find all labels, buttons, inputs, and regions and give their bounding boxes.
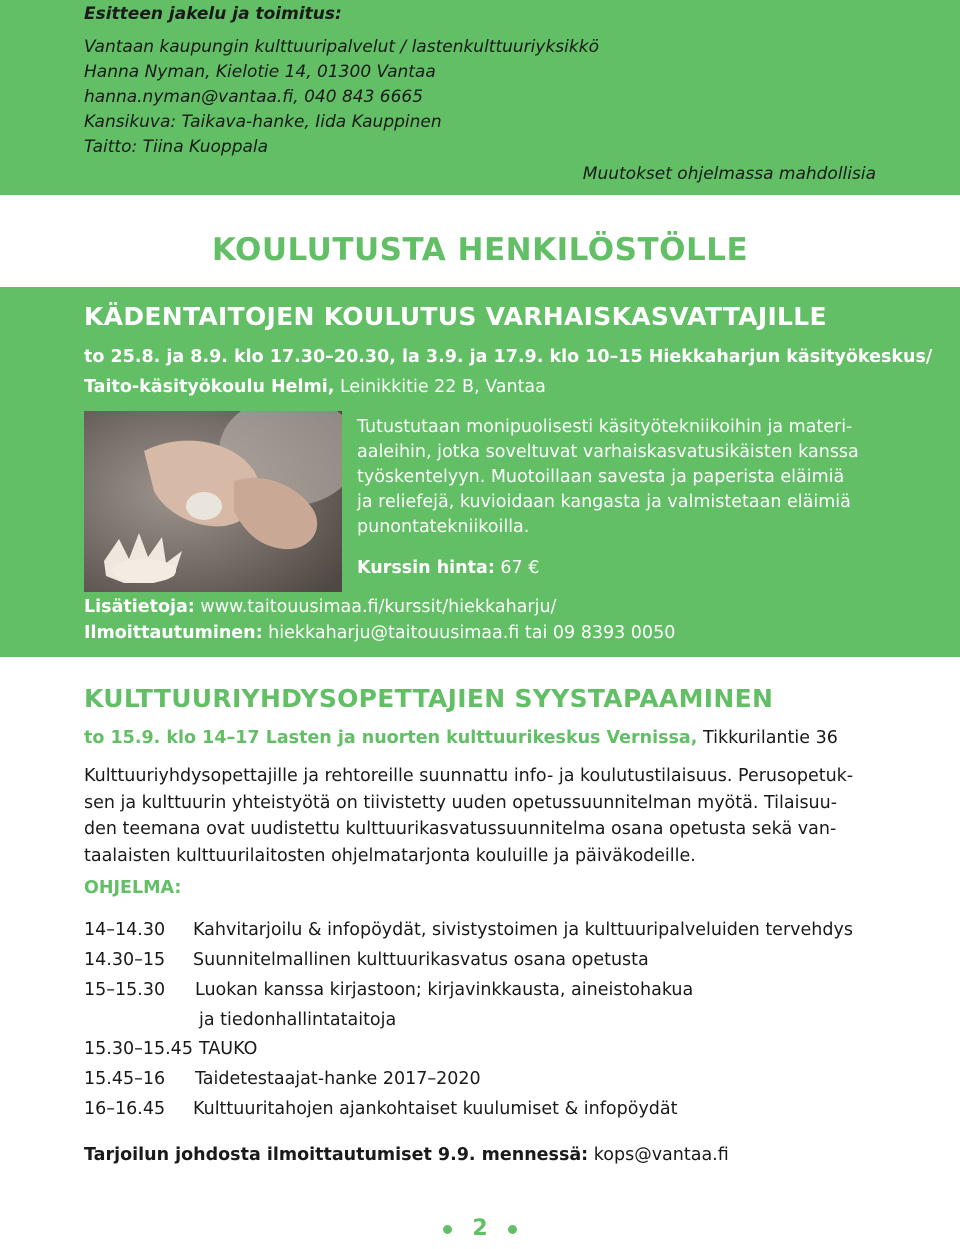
colophon-line: Vantaan kaupungin kulttuuripalvelut / lastenkulttuuriyksikkö: [84, 37, 599, 57]
price-value: 67 €: [494, 558, 540, 578]
bullet-dot-icon: [443, 1225, 452, 1234]
program-time: 14.30–15: [84, 950, 166, 970]
program-item: TAUKO: [199, 1039, 258, 1059]
course-description-line: aaleihin, jotka soveltuvat varhaiskasvatusikäisten kanssa: [357, 442, 859, 462]
program-time: 14–14.30: [84, 920, 166, 940]
meeting-title: KULTTUURIYHDYSOPETTAJIEN SYYSTAPAAMINEN: [84, 684, 774, 713]
signup-label: Ilmoittautuminen:: [84, 623, 263, 643]
signup-info: [84, 623, 675, 643]
course-photo: [84, 411, 342, 592]
page-number: 2: [472, 1216, 488, 1241]
meeting-description-line: sen ja kulttuurin yhteistyötä on tiivistetty uuden opetussuunnitelman myötä. Tilaisuu-: [84, 792, 838, 813]
meeting-description-line: den teemana ovat uudistettu kulttuurikasvatussuunnitelma osana opetusta sekä van-: [84, 819, 837, 839]
section-title: KOULUTUSTA HENKILÖSTÖLLE: [211, 232, 749, 268]
signup-contact[interactable]: hiekkaharju@taitouusimaa.fi tai 09 8393 0050: [262, 623, 676, 643]
course-description-line: punontatekniikoilla.: [357, 517, 530, 537]
meeting-address: Tikkurilantie 36: [697, 728, 838, 748]
course-description-line: työskentelyyn. Muotoillaan savesta ja paperista eläimiä: [357, 467, 845, 487]
meeting-time-venue: to 15.9. klo 14–17 Lasten ja nuorten kulttuurikeskus Vernissa,: [84, 728, 698, 748]
course-description: [357, 415, 877, 540]
page-number-row: [0, 1216, 960, 1241]
program-item: Kahvitarjoilu & infopöydät, sivistystoimen ja kulttuuripalveluiden tervehdys: [193, 920, 853, 940]
bullet-dot-icon: [508, 1225, 517, 1234]
meeting-signup: [84, 1145, 729, 1165]
course-venue-address: Leinikkitie 22 B, Vantaa: [334, 377, 546, 397]
more-info-label: Lisätietoja:: [84, 597, 195, 617]
colophon-line: Kansikuva: Taikava-hanke, Iida Kauppinen: [84, 112, 442, 132]
program-item: Taidetestaajat-hanke 2017–2020: [195, 1069, 481, 1089]
hands-clay-illustration: [84, 411, 342, 592]
colophon-line: Hanna Nyman, Kielotie 14, 01300 Vantaa: [84, 62, 436, 82]
program-item: Suunnitelmallinen kulttuurikasvatus osana opetusta: [193, 950, 649, 970]
course-description-line: ja reliefejä, kuvioidaan kangasta ja valmistetaan eläimiä: [357, 492, 851, 512]
program-time: 16–16.45: [84, 1099, 166, 1119]
program-time: 15.45–16: [84, 1069, 166, 1089]
colophon-line: Taitto: Tiina Kuoppala: [84, 137, 269, 157]
course-venue-name: Taito-käsityökoulu Helmi,: [84, 377, 335, 397]
meeting-signup-label: Tarjoilun johdosta ilmoittautumiset 9.9. mennessä:: [84, 1145, 589, 1165]
course-title: KÄDENTAITOJEN KOULUTUS VARHAISKASVATTAJILLE: [84, 302, 827, 331]
program-time: 15.30–15.45: [84, 1039, 193, 1059]
changes-note: Muutokset ohjelmassa mahdollisia: [582, 164, 876, 184]
colophon-line: hanna.nyman@vantaa.fi, 040 843 6665: [84, 87, 424, 107]
course-venue: [84, 377, 546, 397]
program-item: Luokan kanssa kirjastoon; kirjavinkkausta, aineistohakua: [195, 980, 694, 1000]
meeting-schedule: [84, 728, 838, 748]
program-item-continued: ja tiedonhallintataitoja: [199, 1010, 397, 1030]
price-label: Kurssin hinta:: [357, 558, 495, 578]
meeting-description: [84, 763, 876, 869]
more-info-link[interactable]: www.taitouusimaa.fi/kurssit/hiekkaharju/: [194, 597, 557, 617]
colophon-heading: Esitteen jakelu ja toimitus:: [84, 4, 342, 24]
more-info: [84, 597, 556, 617]
meeting-description-line: taalaisten kulttuurilaitosten ohjelmatarjonta kouluille ja päiväkodeille.: [84, 845, 696, 866]
course-description-line: Tutustutaan monipuolisesti käsityötekniikoihin ja materi-: [357, 417, 853, 437]
meeting-description-line: Kulttuuriyhdysopettajille ja rehtoreille suunnattu info- ja koulutustilaisuus. Perusopetuk-: [84, 766, 854, 786]
program-item: Kulttuuritahojen ajankohtaiset kuulumiset & infopöydät: [193, 1099, 678, 1119]
meeting-signup-email[interactable]: kops@vantaa.fi: [588, 1145, 729, 1165]
program-heading: OHJELMA:: [84, 878, 182, 898]
course-schedule: to 25.8. ja 8.9. klo 17.30–20.30, la 3.9. ja 17.9. klo 10–15 Hiekkaharjun käsityökeskus/: [84, 347, 933, 367]
program-time: 15–15.30: [84, 980, 166, 1000]
course-price: [357, 558, 539, 578]
